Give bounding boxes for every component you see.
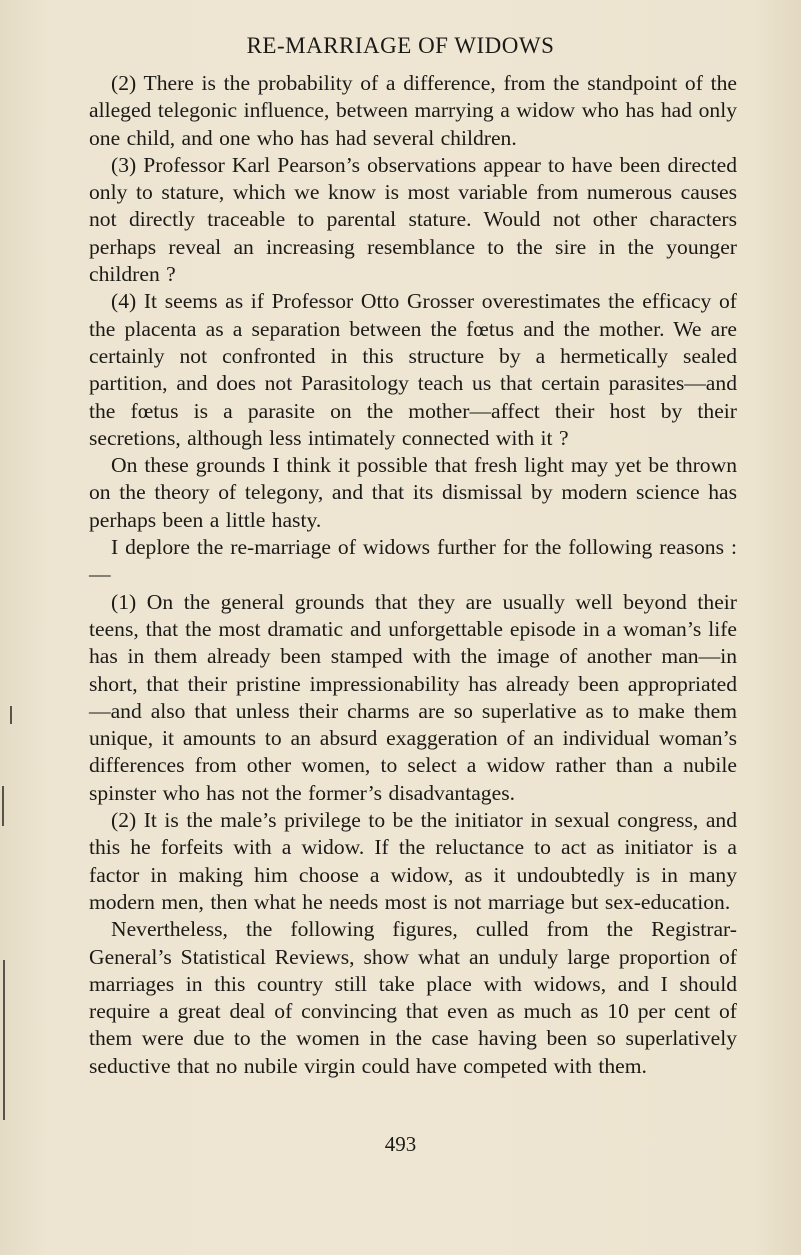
page-number: 493 bbox=[384, 1132, 417, 1156]
margin-mark bbox=[10, 706, 12, 724]
paragraph: (3) Professor Karl Pearson’s observations appear to have been directed only to stature, which we know is most variable from numerous causes not directly traceable to parental stature. Would not other characters perhaps reveal an increasing resemblance to the sire in the younger children ? bbox=[89, 152, 737, 287]
paragraph: (1) On the general grounds that they are usually well beyond their teens, that the most dramatic and unforgettable episode in a woman’s life has in them already been stamped with the image of another man—in short, that their pristine impressionability has already been appropriated—and also that unless their charms are so superlative as to make them unique, it amounts to an absurd exaggeration of an individual woman’s differences from other women, to select a widow rather than a nubile spinster who has not the former’s disadvantages. bbox=[89, 589, 737, 805]
paragraph: I deplore the re-marriage of widows further for the following reasons :— bbox=[89, 535, 737, 587]
paragraph: (2) It is the male’s privilege to be the initiator in sexual congress, and this he forfeits with a widow. If the reluctance to act as initiator is a factor in making him choose a widow, as it undoubtedly is in many modern men, then what he needs most is not marriage but sex-education. bbox=[89, 808, 737, 914]
margin-mark bbox=[2, 786, 4, 826]
margin-mark bbox=[3, 960, 5, 1120]
body-text bbox=[89, 70, 737, 1080]
running-head: RE-MARRIAGE OF WIDOWS bbox=[246, 33, 555, 58]
paragraph: (4) It seems as if Professor Otto Grosser overestimates the efficacy of the placenta as a separation between the fœtus and the mother. We are certainly not confronted in this structure by a hermetically sealed partition, and does not Parasitology teach us that certain parasites—and the fœtus is a parasite on the mother—affect their host by their secretions, although less intimately connected with it ? bbox=[89, 289, 737, 450]
paragraph: (2) There is the probability of a difference, from the standpoint of the alleged telegonic influence, between marrying a widow who has had only one child, and one who has had several children. bbox=[89, 71, 737, 150]
paragraph: Nevertheless, the following figures, culled from the Registrar-General’s Statistical Reviews, show what an unduly large proportion of marriages in this country still take place with widows, and I should require a great deal of convincing that even as much as 10 per cent of them were due to the women in the case having been so superlatively seductive that no nubile virgin could have competed with them. bbox=[89, 917, 737, 1078]
paragraph: On these grounds I think it possible that fresh light may yet be thrown on the theory of telegony, and that its dismissal by modern science has perhaps been a little hasty. bbox=[89, 453, 737, 532]
